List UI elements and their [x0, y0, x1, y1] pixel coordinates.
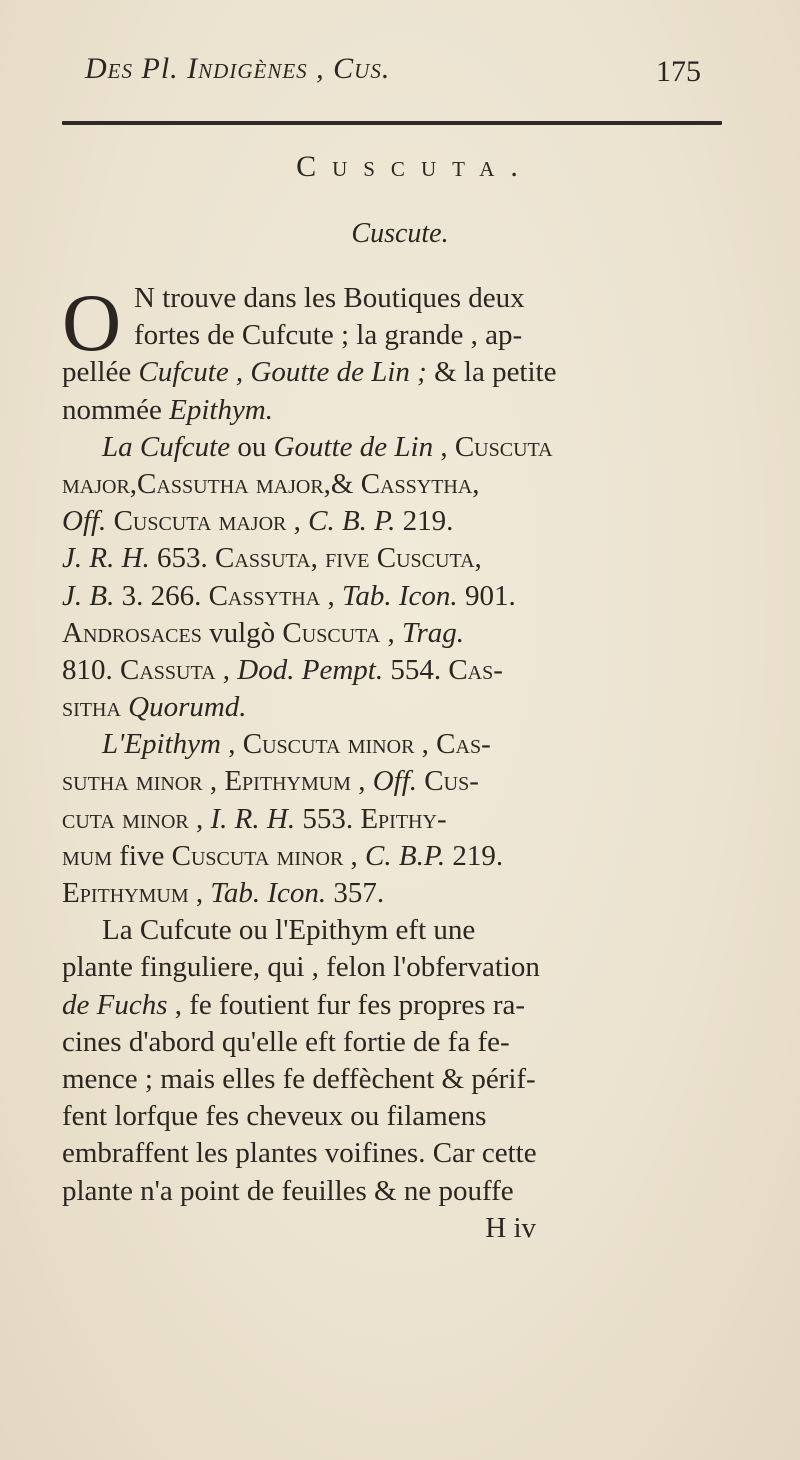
header-word-des: Des — [85, 52, 133, 85]
signature-mark: H iv — [485, 1211, 536, 1244]
text-span: L'Epithym , Cuscuta minor , Cas- — [102, 728, 491, 761]
text-span: fent lorfque fes cheveux ou filamens — [62, 1100, 487, 1133]
text-span: Off. Cuscuta major , C. B. P. 219. — [62, 505, 454, 538]
header-separator: , — [316, 52, 325, 85]
text-span: cuta minor , I. R. H. 553. Epithy- — [62, 802, 447, 835]
section-subtitle: Cuscute. — [351, 218, 449, 249]
text-span: cines d'abord qu'elle eft fortie de fa fe- — [62, 1025, 510, 1058]
text-line — [62, 838, 666, 875]
text-line — [62, 317, 666, 354]
text-span: La Cufcute ou l'Epithym eft une — [102, 914, 476, 947]
text-span: Androsaces vulgò Cuscuta , Trag. — [62, 616, 465, 649]
header-word-pl: Pl. — [141, 52, 179, 85]
header-word-indigenes: Indigènes — [187, 52, 308, 85]
text-line — [62, 763, 666, 800]
text-span: sutha minor , Epithymum , Off. Cus- — [62, 765, 479, 798]
header-rule — [62, 121, 722, 125]
text-span: embraffent les plantes voifines. Car cette — [62, 1137, 537, 1170]
text-span: Epithymum , Tab. Icon. 357. — [62, 877, 385, 909]
text-line — [62, 949, 666, 986]
text-span: La Cufcute ou Goutte de Lin , Cuscuta — [102, 430, 553, 463]
text-span: de Fuchs , fe foutient fur fes propres ra- — [62, 988, 526, 1021]
text-span: J. B. 3. 266. Cassytha , Tab. Icon. 901. — [62, 579, 516, 612]
text-span: mum five Cuscuta minor , C. B.P. 219. — [62, 839, 504, 872]
text-line — [62, 726, 666, 763]
text-span: mence ; mais elles fe deffèchent & périf- — [62, 1062, 536, 1095]
text-span: major,Cassutha major,& Cassytha, — [62, 467, 480, 500]
paragraph-1 — [62, 277, 666, 429]
paragraph-4 — [62, 912, 666, 1247]
text-line — [62, 392, 666, 429]
drop-cap: O — [62, 277, 122, 368]
text-span: sitha Quorumd. — [62, 691, 247, 724]
text-line — [62, 429, 666, 466]
text-line — [62, 1024, 666, 1061]
text-span: nommée Epithym. — [62, 393, 274, 426]
text-span: plante n'a point de feuilles & ne pouffe — [62, 1174, 514, 1207]
text-line — [62, 652, 666, 689]
text-span: J. R. H. 653. Cassuta, five Cuscuta, — [62, 542, 482, 575]
text-line — [62, 1173, 666, 1210]
text-line — [62, 615, 666, 652]
text-line — [62, 503, 666, 540]
text-span: plante finguliere, qui , felon l'obfervation — [62, 951, 540, 984]
body-text — [62, 277, 666, 1247]
section-title: Cuscuta. — [296, 150, 534, 183]
text-line — [62, 912, 666, 949]
text-line — [62, 875, 666, 912]
text-span: fortes de Cufcute ; la grande , ap- — [134, 319, 523, 352]
text-line — [62, 987, 666, 1024]
running-header — [85, 52, 705, 86]
text-line — [62, 466, 666, 503]
text-line — [62, 1135, 666, 1172]
page-number: 175 — [656, 55, 701, 88]
text-line — [62, 354, 666, 391]
text-line — [62, 689, 666, 726]
text-line — [62, 1061, 666, 1098]
paragraph-3 — [62, 726, 666, 912]
text-line — [62, 578, 666, 615]
paragraph-2 — [62, 429, 666, 727]
text-span: 810. Cassuta , Dod. Pempt. 554. Cas- — [62, 653, 503, 686]
text-span: N trouve dans les Boutiques deux — [134, 282, 525, 314]
header-word-cus: Cus. — [333, 52, 391, 85]
text-span: pellée Cufcute , Goutte de Lin ; & la petite — [62, 356, 557, 389]
text-line — [62, 540, 666, 577]
text-line — [62, 801, 666, 838]
text-line — [62, 1098, 666, 1135]
signature-line — [62, 1210, 666, 1247]
text-line — [62, 280, 666, 317]
